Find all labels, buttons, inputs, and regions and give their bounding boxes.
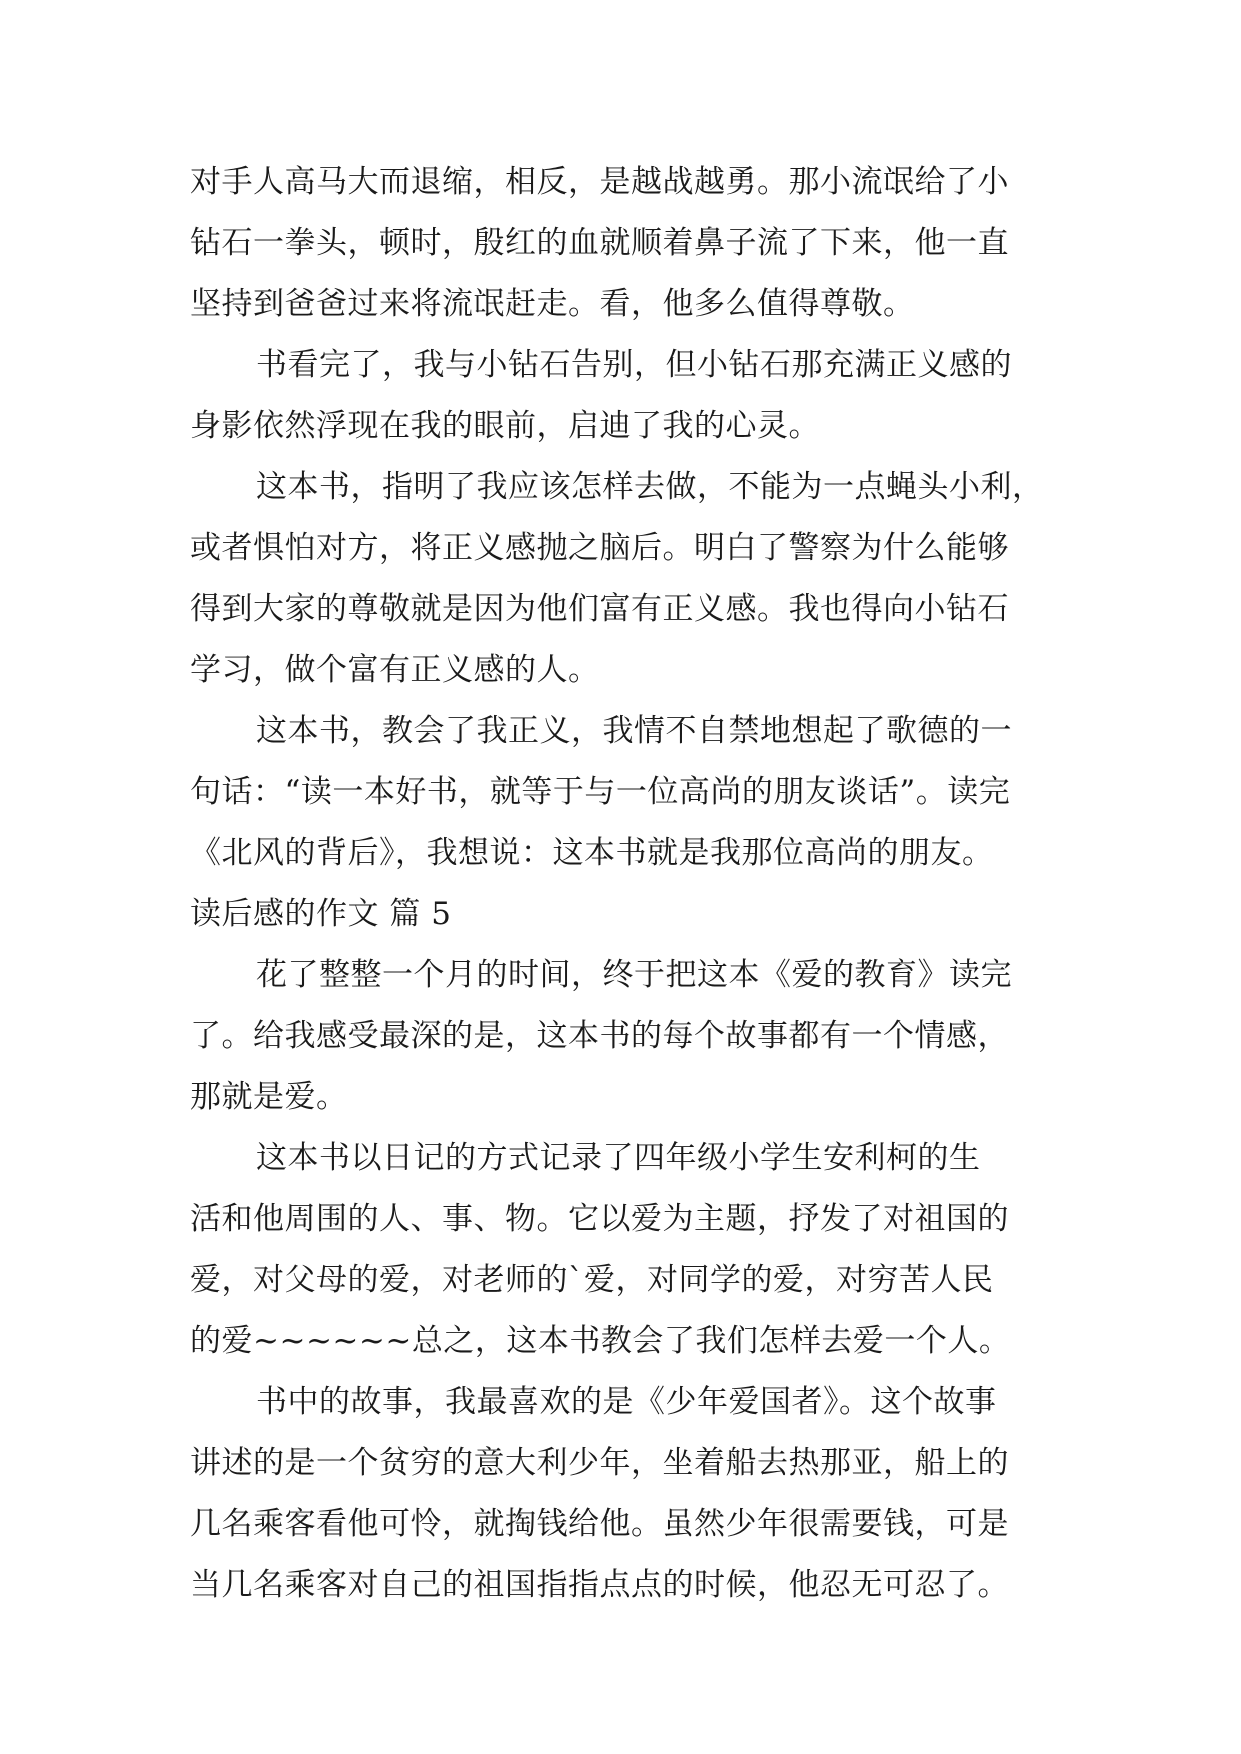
- text-line: 了。给我感受最深的是，这本书的每个故事都有一个情感，: [190, 1018, 1009, 1054]
- text-line: 活和他周围的人、事、物。它以爱为主题，抒发了对祖国的: [190, 1201, 1009, 1237]
- text-line: 或者惧怕对方，将正义感抛之脑后。明白了警察为什么能够: [190, 530, 1009, 566]
- paragraph-first-line: 这本书，教会了我正义，我情不自禁地想起了歌德的一: [256, 713, 1012, 749]
- text-line: 得到大家的尊敬就是因为他们富有正义感。我也得向小钻石: [190, 591, 1009, 627]
- paragraph-first-line: 这本书以日记的方式记录了四年级小学生安利柯的生: [256, 1140, 981, 1176]
- text-line: 句话：“读一本好书，就等于与一位高尚的朋友谈话”。读完: [190, 774, 1011, 810]
- text-line: 的爱~~~~~~总之，这本书教会了我们怎样去爱一个人。: [190, 1323, 1011, 1359]
- text-line: 坚持到爸爸过来将流氓赶走。看，他多么值得尊敬。: [190, 286, 915, 322]
- paragraph-first-line: 书看完了，我与小钻石告别，但小钻石那充满正义感的: [256, 347, 1012, 383]
- document-body: [190, 152, 1060, 1616]
- text-line: 对手人高马大而退缩，相反，是越战越勇。那小流氓给了小: [190, 164, 1009, 200]
- text-line: 讲述的是一个贫穷的意大利少年，坐着船去热那亚，船上的: [190, 1445, 1009, 1481]
- text-line: 那就是爱。: [190, 1079, 348, 1115]
- text-line: 钻石一拳头，顿时，殷红的血就顺着鼻子流了下来，他一直: [190, 225, 1009, 261]
- text-line: 《北风的背后》，我想说：这本书就是我那位高尚的朋友。: [190, 835, 994, 871]
- text-line: 当几名乘客对自己的祖国指指点点的时候，他忍无可忍了。: [190, 1567, 1009, 1603]
- paragraph-first-line: 书中的故事，我最喜欢的是《少年爱国者》。这个故事: [256, 1384, 997, 1420]
- text-line: 学习，做个富有正义感的人。: [190, 652, 600, 688]
- text-line: 爱，对父母的爱，对老师的`爱，对同学的爱，对穷苦人民: [190, 1262, 994, 1298]
- text-line: 几名乘客看他可怜，就掏钱给他。虽然少年很需要钱，可是: [190, 1506, 1009, 1542]
- paragraph-first-line: 花了整整一个月的时间，终于把这本《爱的教育》读完: [256, 957, 1012, 993]
- text-line: 身影依然浮现在我的眼前，启迪了我的心灵。: [190, 408, 820, 444]
- section-heading: 读后感的作文 篇 5: [190, 896, 452, 932]
- paragraph-first-line: 这本书，指明了我应该怎样去做，不能为一点蝇头小利，: [256, 469, 1044, 505]
